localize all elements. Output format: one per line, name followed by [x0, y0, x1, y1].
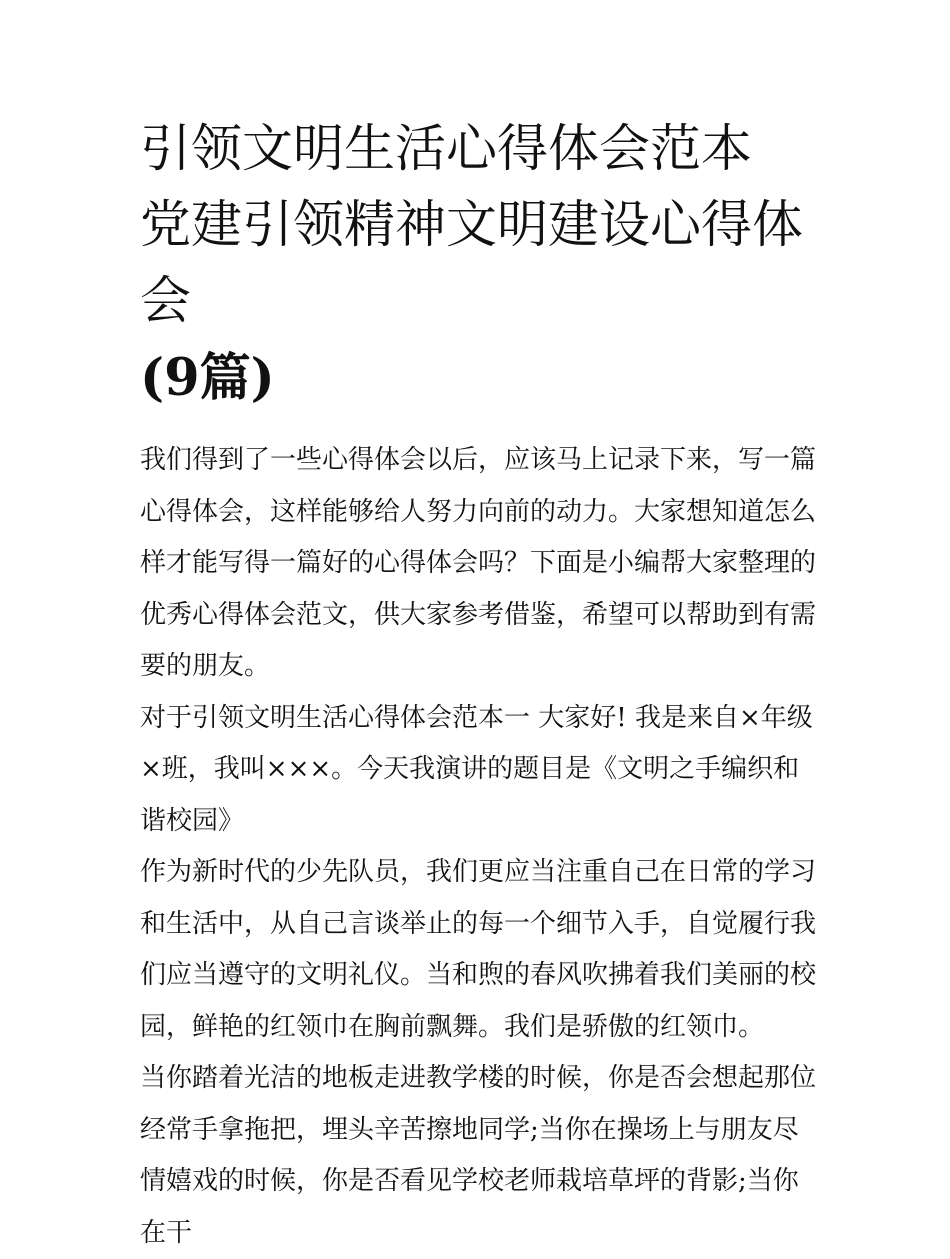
- paragraph-reflection: 当你踏着光洁的地板走进教学楼的时候，你是否会想起那位经常手拿拖把，埋头辛苦擦地同学;当你在操场上与朋友尽情嬉戏的时候，你是否看见学校老师栽培草坪的背影;当你在干: [140, 1063, 817, 1248]
- paragraph-speech-opening: 对于引领文明生活心得体会范本一 大家好! 我是来自×年级×班，我叫×××。今天我演讲的题目是《文明之手编织和谐校园》: [140, 702, 813, 836]
- paragraph-intro: 我们得到了一些心得体会以后，应该马上记录下来，写一篇心得体会，这样能够给人努力向前的动力。大家想知道怎么样才能写得一篇好的心得体会吗？下面是小编帮大家整理的优秀心得体会范文，供大家参考借鉴，希望可以帮助到有需要的朋友。: [140, 445, 817, 681]
- paragraph-etiquette: 作为新时代的少先队员，我们更应当注重自己在日常的学习和生活中，从自己言谈举止的每一个细节入手，自觉履行我们应当遵守的文明礼仪。当和煦的春风吹拂着我们美丽的校园，鲜艳的红领巾在胸前飘舞。我们是骄傲的红领巾。: [140, 857, 817, 1042]
- document-page: [140, 112, 816, 1259]
- document-body: [140, 435, 816, 1259]
- title-suffix: (9篇): [140, 348, 275, 408]
- title-main: 引领文明生活心得体会范本 党建引领精神文明建设心得体会: [140, 120, 804, 331]
- document-title: [140, 112, 816, 417]
